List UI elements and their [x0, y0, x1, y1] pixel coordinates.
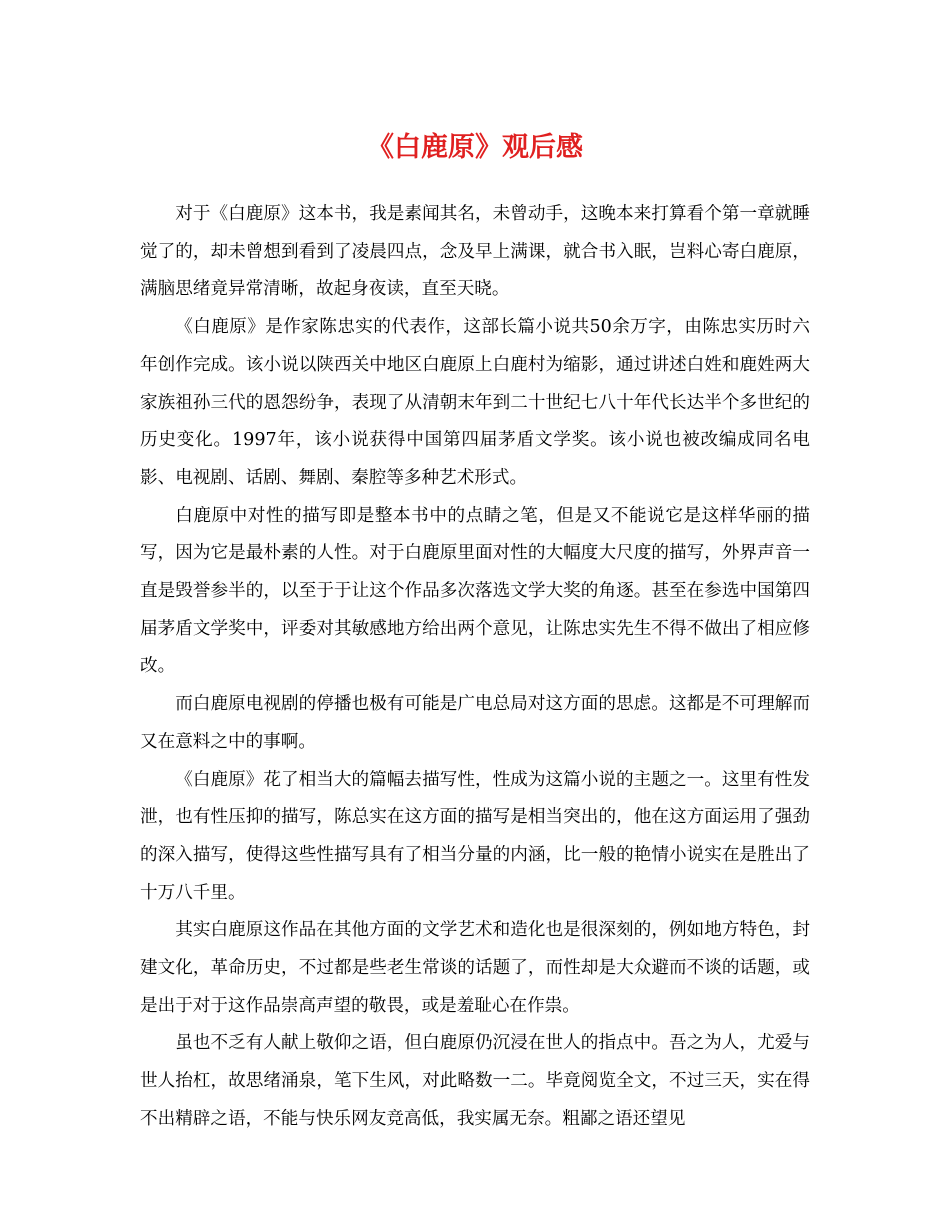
paragraph-6: 其实白鹿原这作品在其他方面的文学艺术和造化也是很深刻的，例如地方特色，封建文化，革命历史，不过都是些老生常谈的话题了，而性却是大众避而不谈的话题，或是出于对于这作品崇高声望的敬畏，或是羞耻心在作祟。 — [140, 920, 810, 1016]
paragraph-3: 白鹿原中对性的描写即是整本书中的点睛之笔，但是又不能说它是这样华丽的描写，因为它是最朴素的人性。对于白鹿原里面对性的大幅度大尺度的描写，外界声音一直是毁誉参半的，以至于于让这个作品多次落选文学大奖的角逐。甚至在参选中国第四届茅盾文学奖中，评委对其敏感地方给出两个意见，让陈忠实先生不得不做出了相应修改。 — [140, 505, 810, 677]
document-title: 《白鹿原》观后感 — [367, 132, 583, 163]
paragraph-2: 《白鹿原》是作家陈忠实的代表作，这部长篇小说共50余万字，由陈忠实历时六年创作完成。该小说以陕西关中地区白鹿原上白鹿村为缩影，通过讲述白姓和鹿姓两大家族祖孙三代的恩怨纷争，表现了从清朝末年到二十世纪七八十年代长达半个多世纪的历史变化。1997年，该小说获得中国第四届茅盾文学奖。该小说也被改编成同名电影、电视剧、话剧、舞剧、秦腔等多种艺术形式。 — [140, 317, 810, 488]
paragraph-5: 《白鹿原》花了相当大的篇幅去描写性，性成为这篇小说的主题之一。这里有性发泄，也有性压抑的描写，陈总实在这方面的描写是相当突出的，他在这方面运用了强劲的深入描写，使得这些性描写具有了相当分量的内涵，比一般的艳情小说实在是胜出了十万八千里。 — [140, 769, 810, 903]
paragraph-4: 而白鹿原电视剧的停播也极有可能是广电总局对这方面的思虑。这都是不可理解而又在意料之中的事啊。 — [140, 694, 810, 752]
paragraph-7: 虽也不乏有人献上敬仰之语，但白鹿原仍沉浸在世人的指点中。吾之为人，尤爱与世人抬杠，故思绪涌泉，笔下生风，对此略数一二。毕竟阅览全文，不过三天，实在得不出精辟之语，不能与快乐网友竞高低，我实属无奈。粗鄙之语还望见 — [140, 1033, 810, 1129]
paragraph-1: 对于《白鹿原》这本书，我是素闻其名，未曾动手，这晚本来打算看个第一章就睡觉了的，却未曾想到看到了凌晨四点，念及早上满课，就合书入眠，岂料心寄白鹿原，满脑思绪竟异常清晰，故起身夜读，直至天晓。 — [140, 204, 810, 300]
